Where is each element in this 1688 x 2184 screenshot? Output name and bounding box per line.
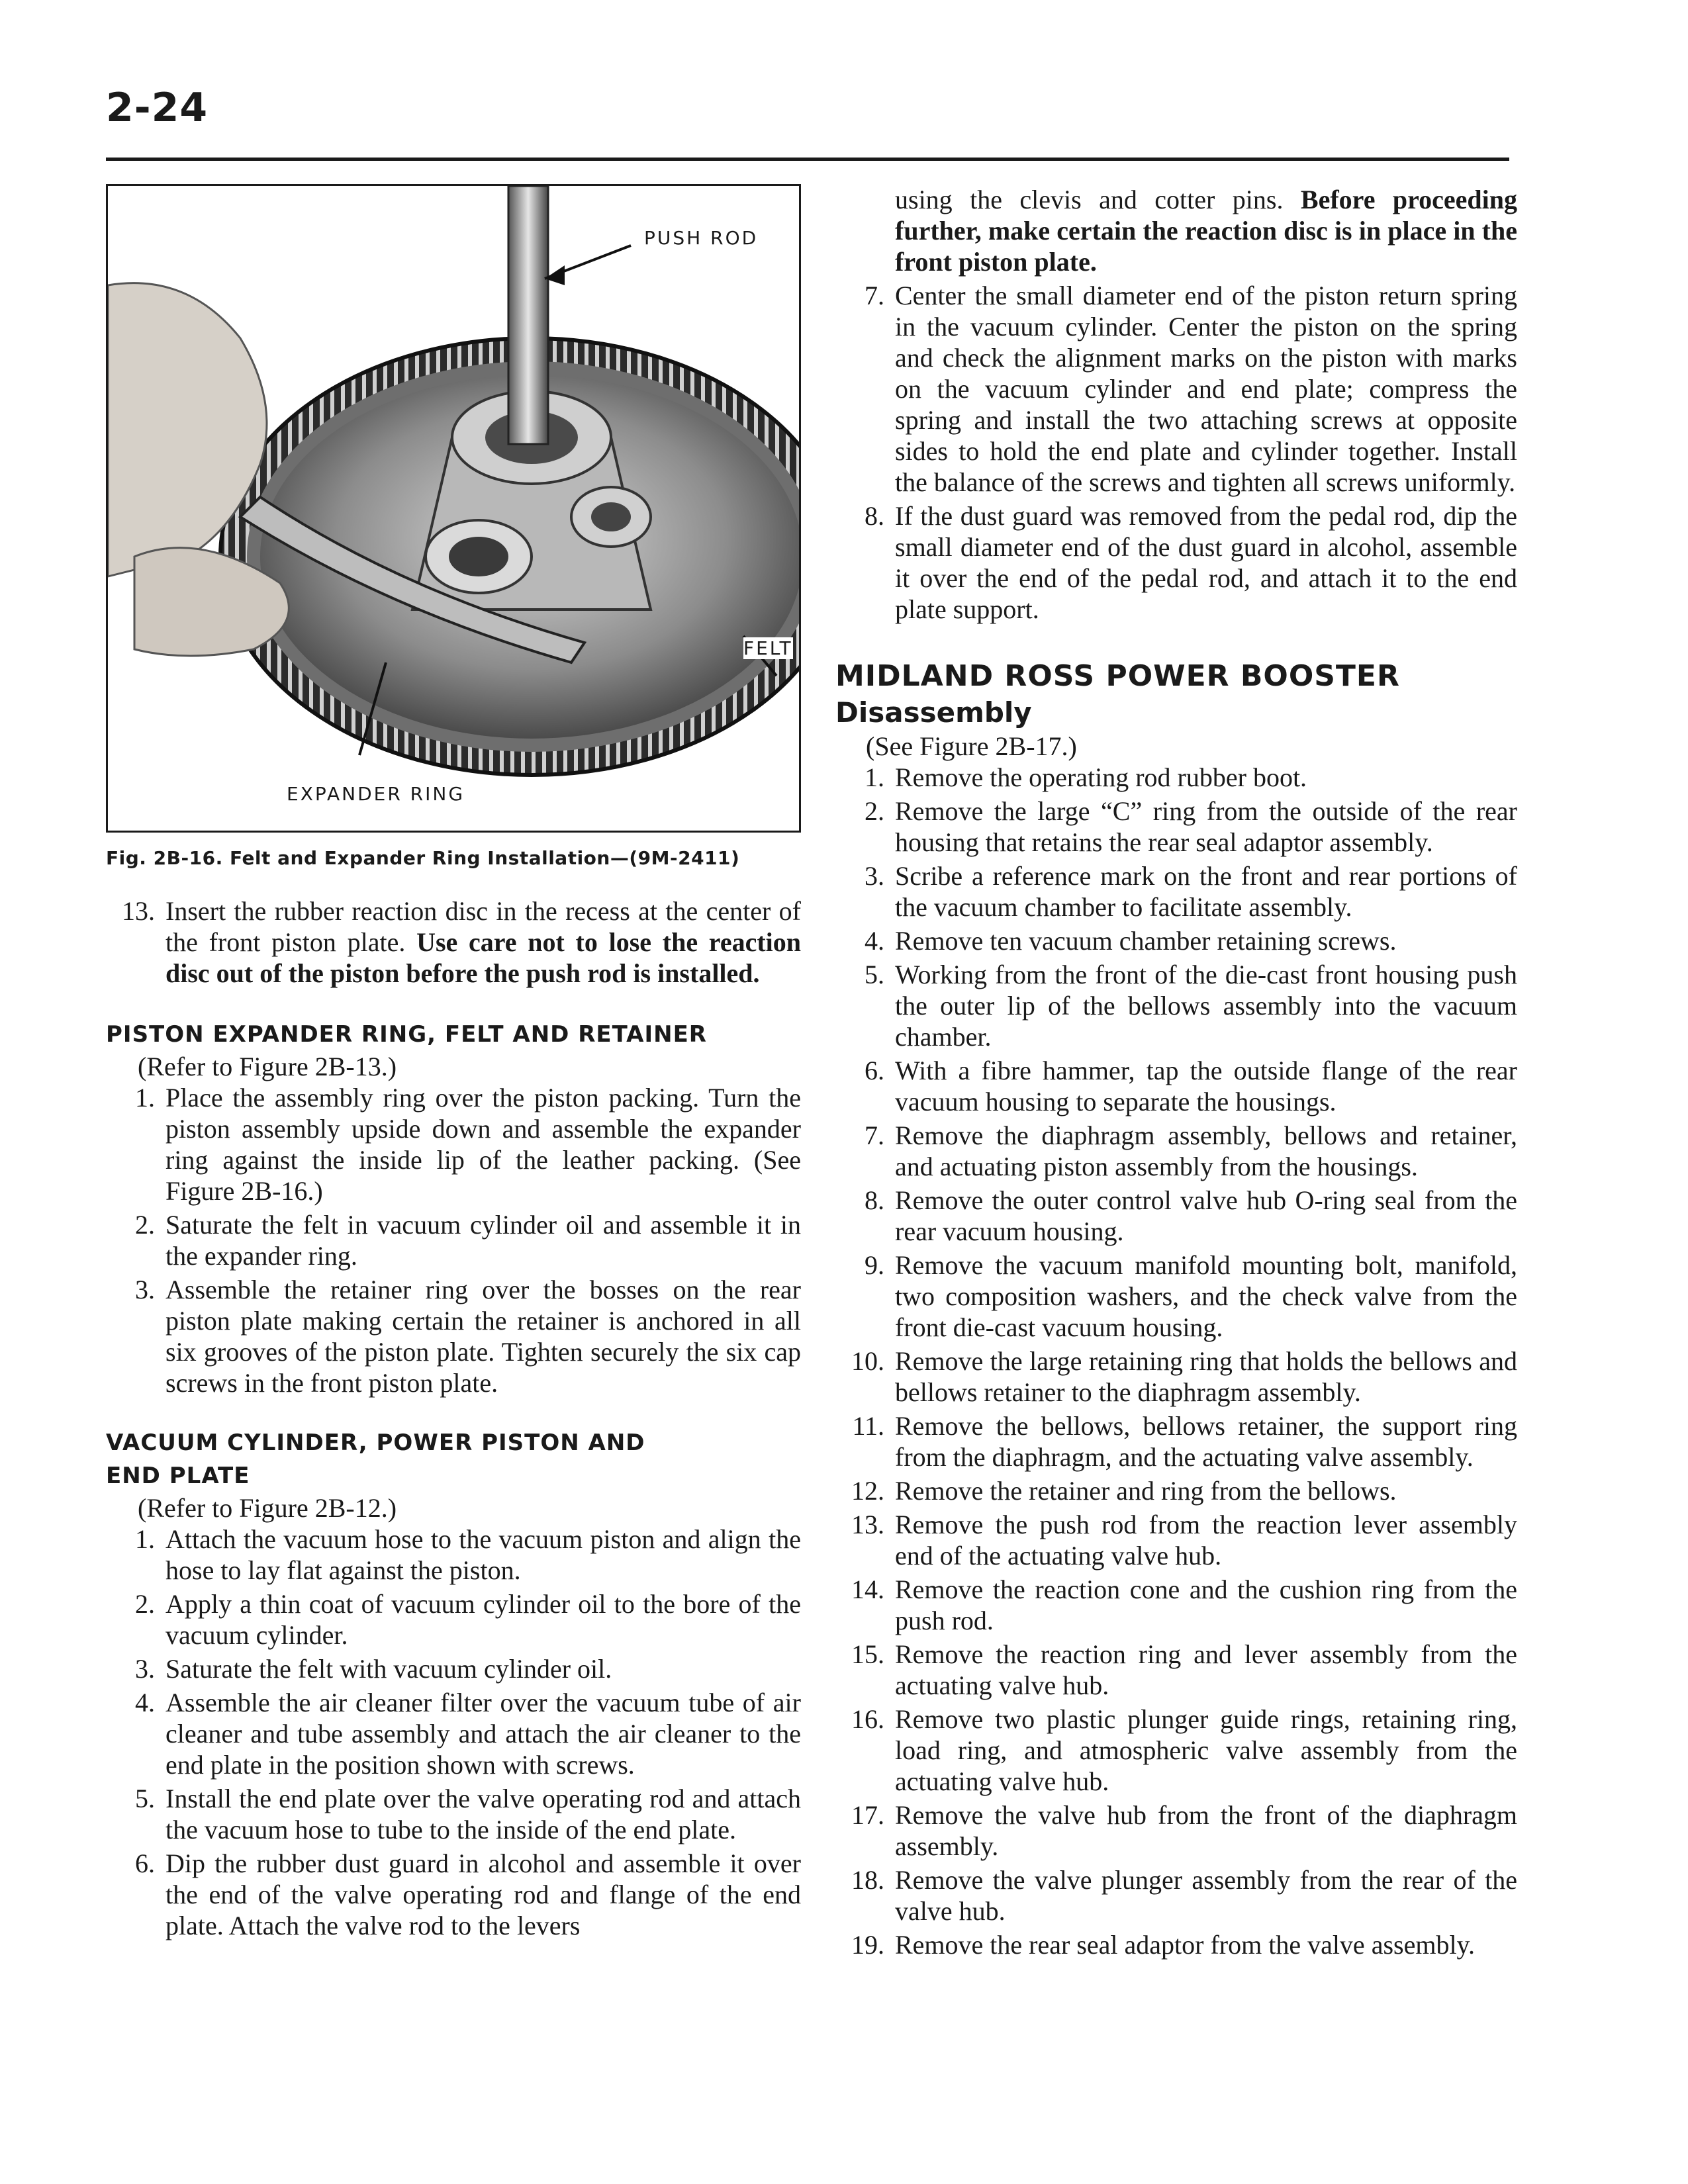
list-item bbox=[106, 1209, 801, 1271]
list-item bbox=[835, 860, 1517, 923]
vacuum-cylinder-steps bbox=[106, 1524, 801, 1941]
section-reference: (Refer to Figure 2B-13.) bbox=[138, 1052, 397, 1081]
list-item bbox=[835, 1185, 1517, 1247]
label-expander-ring: EXPANDER RING bbox=[287, 783, 465, 805]
list-item bbox=[835, 1929, 1517, 1960]
list-item bbox=[835, 796, 1517, 858]
step-13 bbox=[106, 895, 801, 989]
step-13-text: Insert the rubber reaction disc in the recess at the center of the front piston plate. bbox=[165, 896, 801, 957]
step-text: Center the small diameter end of the piston return spring in the vacuum cylinder. Center the piston on the spring and check the alignment marks on the piston with marks on the vacuum cylinder and end plate; compress the spring and install the two attaching screws at opposite sides to hold the end plate and cylinder together. Install the balance of the screws and tighten all screws uniformly. bbox=[895, 281, 1517, 497]
list-item bbox=[835, 1574, 1517, 1636]
list-item bbox=[835, 925, 1517, 956]
list-item bbox=[835, 1509, 1517, 1571]
list-item bbox=[106, 1848, 801, 1941]
section-title-midland-ross: MIDLAND ROSS POWER BOOSTER bbox=[835, 659, 1400, 693]
continued-steps bbox=[835, 280, 1517, 625]
step-number: 13. bbox=[122, 896, 155, 926]
header-rule bbox=[106, 158, 1509, 161]
step-text: Remove the rear seal adaptor from the valve assembly. bbox=[895, 1930, 1475, 1960]
step-number: 14. bbox=[851, 1574, 884, 1604]
list-item bbox=[835, 762, 1517, 793]
step-number: 16. bbox=[851, 1704, 884, 1734]
step-text: Working from the front of the die-cast front housing push the outer lip of the bellows assembly into the vacuum chamber. bbox=[895, 960, 1517, 1052]
step-text: Remove the valve hub from the front of the diaphragm assembly. bbox=[895, 1800, 1517, 1861]
continued-step-6 bbox=[835, 184, 1517, 277]
step-number: 8. bbox=[865, 1185, 884, 1215]
list-item bbox=[835, 1864, 1517, 1927]
figure-caption: Fig. 2B-16. Felt and Expander Ring Installation—(9M-2411) bbox=[106, 847, 740, 869]
step-number: 15. bbox=[851, 1639, 884, 1669]
step-text: Remove the diaphragm assembly, bellows and retainer, and actuating piston assembly from the housings. bbox=[895, 1120, 1517, 1181]
step-text: Remove the reaction cone and the cushion ring from the push rod. bbox=[895, 1574, 1517, 1635]
list-item bbox=[106, 1588, 801, 1651]
step-text: If the dust guard was removed from the pedal rod, dip the small diameter end of the dust guard in alcohol, assemble it over the end of the pedal rod, and attach it to the end plate support. bbox=[895, 501, 1517, 624]
push-rod-shape bbox=[508, 186, 548, 444]
list-item bbox=[835, 500, 1517, 625]
label-felt: FELT bbox=[743, 637, 793, 659]
step-number: 7. bbox=[865, 281, 884, 310]
step-text: Remove the valve plunger assembly from the rear of the valve hub. bbox=[895, 1865, 1517, 1926]
list-item bbox=[835, 1410, 1517, 1473]
step-number: 5. bbox=[865, 960, 884, 989]
step-number: 7. bbox=[865, 1120, 884, 1150]
list-item bbox=[835, 1639, 1517, 1701]
step-number: 2. bbox=[135, 1589, 155, 1619]
step-number: 11. bbox=[852, 1411, 884, 1441]
list-item bbox=[835, 1799, 1517, 1862]
list-item bbox=[106, 1274, 801, 1398]
step-text: Remove the push rod from the reaction lever assembly end of the actuating valve hub. bbox=[895, 1510, 1517, 1570]
step-text: Place the assembly ring over the piston packing. Turn the piston assembly upside down and assemble the expander ring against the inside lip of the leather packing. (See Figure 2B-16.) bbox=[165, 1083, 801, 1206]
section-reference: (See Figure 2B-17.) bbox=[866, 731, 1077, 761]
step-text: Remove the retainer and ring from the bellows. bbox=[895, 1476, 1397, 1506]
step-number: 6. bbox=[865, 1056, 884, 1085]
step-text: Scribe a reference mark on the front and rear portions of the vacuum chamber to facilitate assembly. bbox=[895, 861, 1517, 922]
step-text: Assemble the retainer ring over the bosses on the rear piston plate making certain the retainer is anchored in all six grooves of the piston plate. Tighten securely the six cap screws in the front piston plate. bbox=[165, 1275, 801, 1398]
step-number: 6. bbox=[135, 1848, 155, 1878]
step-number: 8. bbox=[865, 501, 884, 531]
step-number: 2. bbox=[865, 796, 884, 826]
step-text: Remove ten vacuum chamber retaining screws. bbox=[895, 926, 1397, 956]
step-text: Attach the vacuum hose to the vacuum piston and align the hose to lay flat against the piston. bbox=[165, 1524, 801, 1585]
list-item bbox=[835, 1704, 1517, 1797]
step-13-warning: Use care not to lose the reaction disc out of the piston before the push rod is installed. bbox=[165, 927, 802, 988]
step-text: Remove the large “C” ring from the outside of the rear housing that retains the rear seal adaptor assembly. bbox=[895, 796, 1517, 857]
section-title-piston-expander: PISTON EXPANDER RING, FELT AND RETAINER bbox=[106, 1021, 707, 1048]
disassembly-steps bbox=[835, 762, 1517, 1960]
list-item bbox=[106, 1653, 801, 1684]
figure-frame bbox=[106, 184, 801, 833]
left-column bbox=[106, 184, 801, 1944]
step-number: 5. bbox=[135, 1784, 155, 1813]
list-item bbox=[835, 1055, 1517, 1117]
step-number: 1. bbox=[135, 1083, 155, 1113]
step-number: 3. bbox=[135, 1275, 155, 1304]
step-text: Remove the large retaining ring that holds the bellows and bellows retainer to the diaphragm assembly. bbox=[895, 1346, 1517, 1407]
list-item bbox=[835, 1250, 1517, 1343]
step-number: 9. bbox=[865, 1250, 884, 1280]
step-number: 10. bbox=[851, 1346, 884, 1376]
section-reference: (Refer to Figure 2B-12.) bbox=[138, 1493, 397, 1523]
step-text: Remove the reaction ring and lever assembly from the actuating valve hub. bbox=[895, 1639, 1517, 1700]
list-item bbox=[106, 1783, 801, 1845]
list-item bbox=[835, 1475, 1517, 1506]
step-number: 2. bbox=[135, 1210, 155, 1240]
step-text: Assemble the air cleaner filter over the vacuum tube of air cleaner and tube assembly and attach the air cleaner to the end plate in the position shown with screws. bbox=[165, 1688, 801, 1780]
step-text: Remove the vacuum manifold mounting bolt, manifold, two composition washers, and the check valve from the front die-cast vacuum housing. bbox=[895, 1250, 1517, 1342]
continued-text: using the clevis and cotter pins. bbox=[895, 185, 1284, 214]
step-text: With a fibre hammer, tap the outside flange of the rear vacuum housing to separate the housings. bbox=[895, 1056, 1517, 1116]
step-text: Remove the bellows, bellows retainer, the support ring from the diaphragm, and the actuating valve assembly. bbox=[895, 1411, 1517, 1472]
right-column bbox=[835, 184, 1517, 1963]
step-text: Dip the rubber dust guard in alcohol and assemble it over the end of the valve operating rod and flange of the end plate. Attach the valve rod to the levers bbox=[165, 1848, 801, 1940]
step-text: Saturate the felt in vacuum cylinder oil and assemble it in the expander ring. bbox=[165, 1210, 801, 1271]
section-title-line: VACUUM CYLINDER, POWER PISTON AND bbox=[106, 1430, 645, 1456]
page-number: 2-24 bbox=[106, 85, 209, 131]
step-text: Install the end plate over the valve operating rod and attach the vacuum hose to tube to the inside of the end plate. bbox=[165, 1784, 801, 1844]
step-number: 1. bbox=[865, 762, 884, 792]
section-title-vacuum-cylinder bbox=[106, 1426, 801, 1492]
step-number: 1. bbox=[135, 1524, 155, 1554]
step-number: 19. bbox=[851, 1930, 884, 1960]
list-item bbox=[835, 1120, 1517, 1182]
list-item bbox=[106, 1687, 801, 1780]
list-item bbox=[106, 1524, 801, 1586]
step-number: 3. bbox=[865, 861, 884, 891]
list-item bbox=[835, 959, 1517, 1052]
subsection-title-disassembly: Disassembly bbox=[835, 696, 1032, 729]
step-number: 13. bbox=[851, 1510, 884, 1539]
step-number: 17. bbox=[851, 1800, 884, 1830]
step-number: 18. bbox=[851, 1865, 884, 1895]
piston-photo bbox=[108, 186, 801, 833]
step-text: Apply a thin coat of vacuum cylinder oil to the bore of the vacuum cylinder. bbox=[165, 1589, 801, 1650]
step-number: 4. bbox=[135, 1688, 155, 1717]
list-item bbox=[106, 1082, 801, 1206]
step-number: 4. bbox=[865, 926, 884, 956]
list-item bbox=[835, 280, 1517, 498]
step-number: 12. bbox=[851, 1476, 884, 1506]
step-text: Remove the outer control valve hub O-ring seal from the rear vacuum housing. bbox=[895, 1185, 1517, 1246]
piston-expander-steps bbox=[106, 1082, 801, 1398]
step-text: Remove two plastic plunger guide rings, retaining ring, load ring, and atmospheric valve assembly from the actuating valve hub. bbox=[895, 1704, 1517, 1796]
step-text: Saturate the felt with vacuum cylinder oil. bbox=[165, 1654, 612, 1684]
list-item bbox=[835, 1345, 1517, 1408]
label-push-rod: PUSH ROD bbox=[644, 227, 759, 249]
continued-warning: Before proceeding further, make certain the reaction disc is in place in the front piston plate. bbox=[895, 185, 1518, 277]
step-text: Remove the operating rod rubber boot. bbox=[895, 762, 1307, 792]
step-number: 3. bbox=[135, 1654, 155, 1684]
section-title-line: END PLATE bbox=[106, 1463, 250, 1489]
